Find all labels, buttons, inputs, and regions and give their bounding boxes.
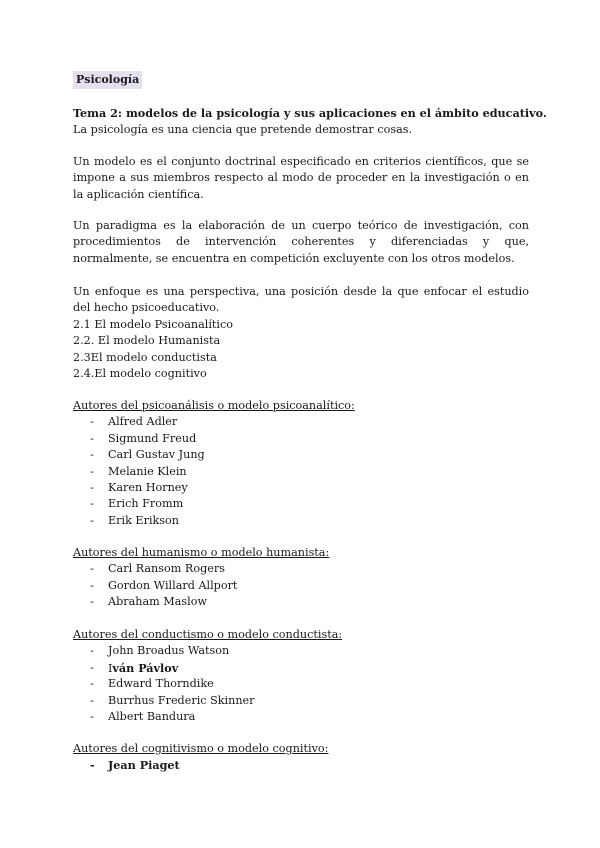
author-item: - Burrhus Frederic Skinner <box>73 693 342 709</box>
model-item: 2.3El modelo conductista <box>73 350 217 364</box>
author-item: - Carl Ransom Rogers <box>73 561 329 577</box>
section-cognitivismo <box>73 741 328 774</box>
author-item-pavlov <box>73 660 342 676</box>
section-psicoanalisis <box>73 398 355 529</box>
author-item: - Melanie Klein <box>73 464 355 480</box>
author-list <box>73 561 329 610</box>
subject-tag: Psicología <box>73 71 142 89</box>
section-conductismo <box>73 627 342 725</box>
model-item: 2.4.El modelo cognitivo <box>73 367 207 381</box>
author-item: - John Broadus Watson <box>73 643 342 659</box>
author-item: - Alfred Adler <box>73 414 355 430</box>
section-heading: Autores del humanismo o modelo humanista: <box>73 546 330 559</box>
models-list <box>73 317 233 383</box>
paragraph-paradigma: Un paradigma es la elaboración de un cuerpo teórico de investigación, con procedimientos de intervención coherentes y diferenciadas y que, normalmente, se encuentra en competición excluyente con los otros modelos. <box>73 219 529 265</box>
author-initial: I <box>108 661 113 675</box>
author-item: - Karen Horney <box>73 480 355 496</box>
author-list <box>73 414 355 529</box>
section-humanismo <box>73 545 329 611</box>
author-item: - Jean Piaget <box>73 757 328 773</box>
section-heading: Autores del conductismo o modelo conductista: <box>73 628 343 641</box>
section-heading: Autores del psicoanálisis o modelo psicoanalítico: <box>73 399 355 412</box>
author-name-rest: ván Pávlov <box>112 660 179 675</box>
model-item: 2.2. El modelo Humanista <box>73 334 221 348</box>
author-list <box>73 643 342 725</box>
author-item: - Erik Erikson <box>73 513 355 529</box>
paragraph-modelo: Un modelo es el conjunto doctrinal especificado en criterios científicos, que se impone a sus miembros respecto al modo de proceder en la investigación o en la aplicación científica. <box>73 155 529 201</box>
author-item: - Sigmund Freud <box>73 431 355 447</box>
model-item: 2.1 El modelo Psicoanalítico <box>73 318 233 331</box>
author-list <box>73 757 328 773</box>
intro-text: La psicología es una ciencia que pretende demostrar cosas. <box>73 123 413 136</box>
author-item: - Albert Bandura <box>73 709 342 725</box>
paragraph-enfoque: Un enfoque es una perspectiva, una posición desde la que enfocar el estudio del hecho psicoeducativo. <box>73 285 529 315</box>
author-item: - Abraham Maslow <box>73 594 329 610</box>
author-item: - Erich Fromm <box>73 496 355 512</box>
topic-title: Tema 2: modelos de la psicología y sus aplicaciones en el ámbito educativo. <box>73 106 547 120</box>
author-item: - Carl Gustav Jung <box>73 447 355 463</box>
author-item: - Edward Thorndike <box>73 676 342 692</box>
author-item: - Gordon Willard Allport <box>73 578 329 594</box>
section-heading: Autores del cognitivismo o modelo cognitivo: <box>73 742 329 755</box>
